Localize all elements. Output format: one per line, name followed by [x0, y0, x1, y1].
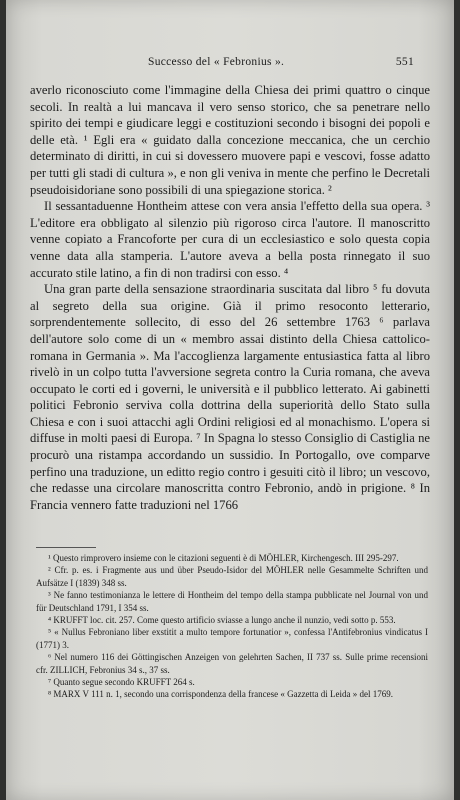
paragraph: averlo riconosciuto come l'immagine della Chiesa dei primi quattro o cinque secoli. In realtà a lui mancava il vero senso storico, che sa penetrare nello spirito dei tempi e giudicare leggi e costituzioni secondo i bisogni dei popoli e delle età. ¹ Egli era « guidato dalla concezione meccanica, che un cerchio determinato di diritti, in cui si dovessero muovere papi e vescovi, fosse adatto per tutti gli stadi di cultura », e non gli veniva in mente che perfino le Decretali pseudoisidoriane sono possibili di una spiegazione storica. ² — [30, 83, 430, 197]
main-text — [30, 82, 430, 513]
footnote: ² Cfr. p. es. i Fragmente aus und über Pseudo-Isidor del MÖHLER nelle Gesammelte Schriften und Aufsätze I (1839) 348 ss. — [36, 565, 428, 588]
running-title: Successo del « Febronius ». — [148, 56, 285, 68]
paragraph: Il sessantaduenne Hontheim attese con vera ansia l'effetto della sua opera. ³ L'editore era obbligato al silenzio più rigoroso circa l'autore. Il manoscritto venne copiato a Francoforte per cura di un ecclesiastico e solo questa copia venne data alla stamperia. L'autore aveva a bella posta rinnegato il suo accurato stile latino, a fin di non tradirsi con esso. ⁴ — [30, 199, 430, 280]
book-page — [6, 0, 454, 800]
paragraph: Una gran parte della sensazione straordinaria suscitata dal libro ⁵ fu dovuta al segreto della sua origine. Già il primo resoconto letterario, sorprendentemente sollecito, di esso del 26 settembre 1763 ⁶ parlava dell'autore solo come di un « membro assai distinto della Chiesa cattolico-romana in Germania ». Ma l'accoglienza largamente entusiastica fatta al libro rivelò in un colpo tutta l'avversione segreta contro la Curia romana, che aveva occupato le corti ed i governi, le università e il pubblico letterato. Ai gabinetti politici Febronio serviva colla dottrina della superiorità dello Stato sulla Chiesa e con i suoi attacchi agli Ordini religiosi ed al monachismo. L'opera si diffuse in molti paesi di Europa. ⁷ In Spagna lo stesso Consiglio di Castiglia ne procurò una ristampa accordando un sussidio. In Portogallo, ove comparve perfino una traduzione, un editto regio contro i gesuiti citò il libro; un vescovo, che redasse una circolare manoscritta contro Febronio, andò in prigione. ⁸ In Francia vennero fatte traduzioni nel 1766 — [30, 282, 430, 512]
footnotes — [36, 552, 428, 701]
footnote: ⁸ MARX V 111 n. 1, secondo una corrispondenza della francese « Gazzetta di Leida » del 1769. — [48, 689, 394, 700]
footnote: ⁵ « Nullus Febroniano liber exstitit a multo tempore fortunatior », confessa l'Antifebronius vindicatus I (1771) 3. — [36, 627, 428, 650]
footnote-divider — [36, 547, 96, 548]
footnote: ¹ Questo rimprovero insieme con le citazioni seguenti è di MÖHLER, Kirchengesch. III 295-297. — [48, 553, 399, 563]
footnote: ⁷ Quanto segue secondo KRUFFT 264 s. — [48, 677, 195, 688]
footnote: ³ Ne fanno testimonianza le lettere di Hontheim del tempo della stampa pubblicate nel Journal von und für Deutschland 1791, I 354 ss. — [36, 590, 428, 613]
footnote: ⁶ Nel numero 116 dei Göttingischen Anzeigen von gelehrten Sachen, II 737 ss. Sulle prime recensioni cfr. ZILLICH, Febronius 34 s., 37 ss. — [36, 652, 428, 675]
page-number: 551 — [395, 56, 414, 68]
footnote: ⁴ KRUFFT loc. cit. 257. Come questo artificio sviasse a lungo anche il nunzio, vedi sotto p. 553. — [48, 615, 396, 626]
